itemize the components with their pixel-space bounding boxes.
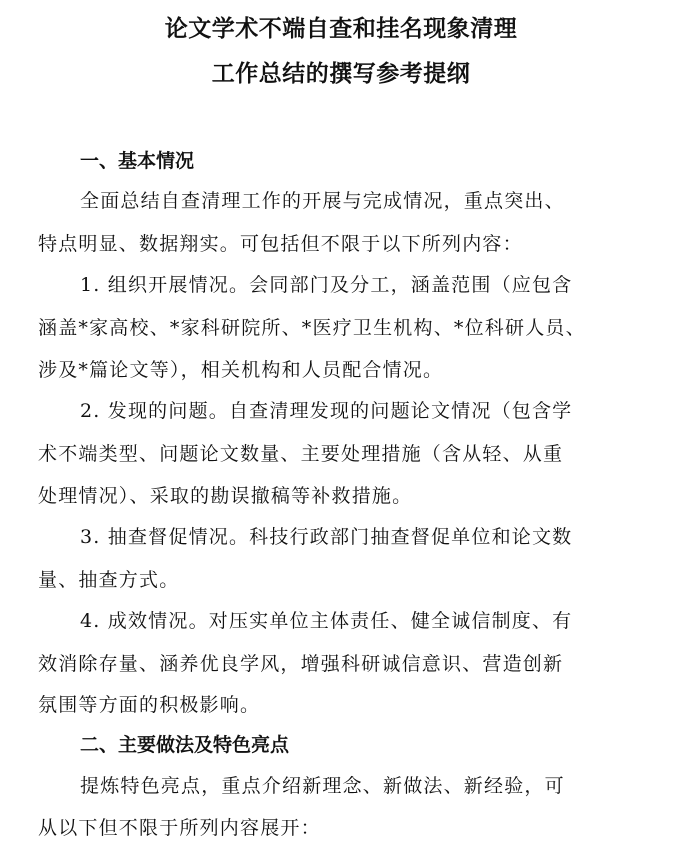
document-title-line-1: 论文学术不端自查和挂名现象清理 — [164, 15, 518, 42]
item-2-line: 术不端类型、问题论文数量、主要处理措施（含从轻、从重 — [38, 443, 564, 465]
section-heading-main-practices: 二、主要做法及特色亮点 — [80, 734, 290, 756]
item-3-line: 量、抽查方式。 — [38, 569, 180, 591]
section-intro-line: 提炼特色亮点，重点介绍新理念、新做法、新经验，可 — [80, 775, 565, 797]
item-1-line: 涉及*篇论文等），相关机构和人员配合情况。 — [38, 359, 444, 381]
item-1-line: 涵盖*家高校、*家科研院所、*医疗卫生机构、*位科研人员、 — [38, 317, 586, 339]
section-intro-line: 特点明显、数据翔实。可包括但不限于以下所列内容： — [38, 233, 523, 255]
item-4-line: 效消除存量、涵养优良学风，增强科研诚信意识、营造创新 — [38, 653, 564, 675]
item-1-line: 1. 组织开展情况。会同部门及分工，涵盖范围（应包含 — [80, 274, 573, 296]
item-4-line: 氛围等方面的积极影响。 — [38, 694, 261, 716]
item-2-line: 2. 发现的问题。自查清理发现的问题论文情况（包含学 — [80, 400, 573, 422]
section-heading-basic-situation: 一、基本情况 — [80, 150, 195, 172]
section-intro-line: 从以下但不限于所列内容展开： — [38, 817, 321, 839]
item-3-line: 3. 抽查督促情况。科技行政部门抽查督促单位和论文数 — [80, 526, 573, 548]
document-title-line-2: 工作总结的撰写参考提纲 — [211, 60, 471, 87]
section-intro-line: 全面总结自查清理工作的开展与完成情况，重点突出、 — [80, 190, 565, 212]
item-4-line: 4. 成效情况。对压实单位主体责任、健全诚信制度、有 — [80, 610, 573, 632]
item-2-line: 处理情况）、采取的勘误撤稿等补救措施。 — [38, 485, 413, 507]
